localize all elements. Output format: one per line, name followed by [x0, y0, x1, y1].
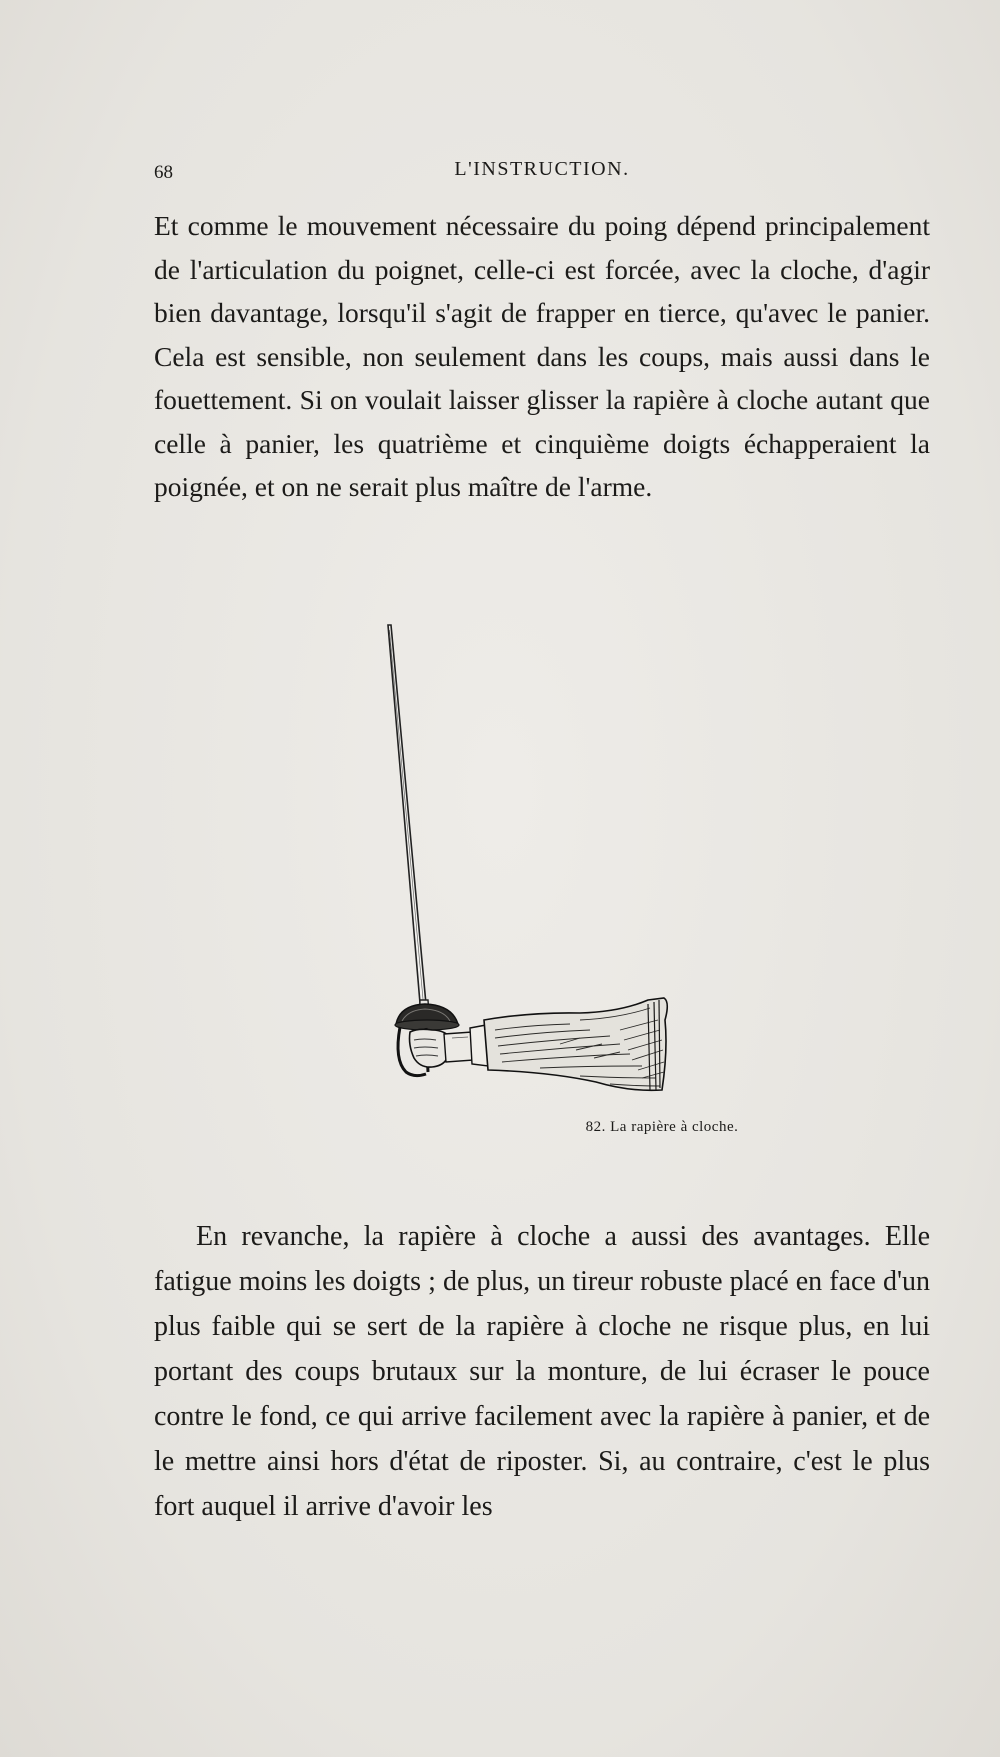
paragraph-2: En revanche, la rapière à cloche a aussi des avantages. Elle fatigue moins les doigts ; de plus, un tireur robuste placé en face d'un plus faible qui se sert de la rapière à cloche ne risque plus, en lui portant des coups brutaux sur la monture, de lui écraser le pouce contre le fond, ce qui arrive facilement avec la rapière à panier, et de le mettre ainsi hors d'état de riposter. Si, au contraire, c'est le plus fort auquel il arrive d'avoir les	[154, 1221, 930, 1522]
page-header	[154, 158, 930, 188]
page-number: 68	[154, 162, 173, 183]
rapier-with-bell-guard-icon	[380, 620, 710, 1110]
figure-caption: 82. La rapière à cloche.	[585, 1119, 739, 1135]
running-title: L'INSTRUCTION.	[454, 158, 630, 180]
paragraph-1: Et comme le mouvement nécessaire du poing dépend principalement de l'articulation du poignet, celle-ci est forcée, avec la cloche, d'agir bien davantage, lorsqu'il s'agit de frapper en tierce, qu'avec le panier. Cela est sensible, non seulement dans les coups, mais aussi dans le fouettement. Si on voulait laisser glisser la rapière à cloche autant que celle à panier, les quatrième et cinquième doigts échapperaient la poignée, et on ne serait plus maître de l'arme.	[154, 210, 930, 502]
rapier-illustration	[380, 620, 710, 1110]
